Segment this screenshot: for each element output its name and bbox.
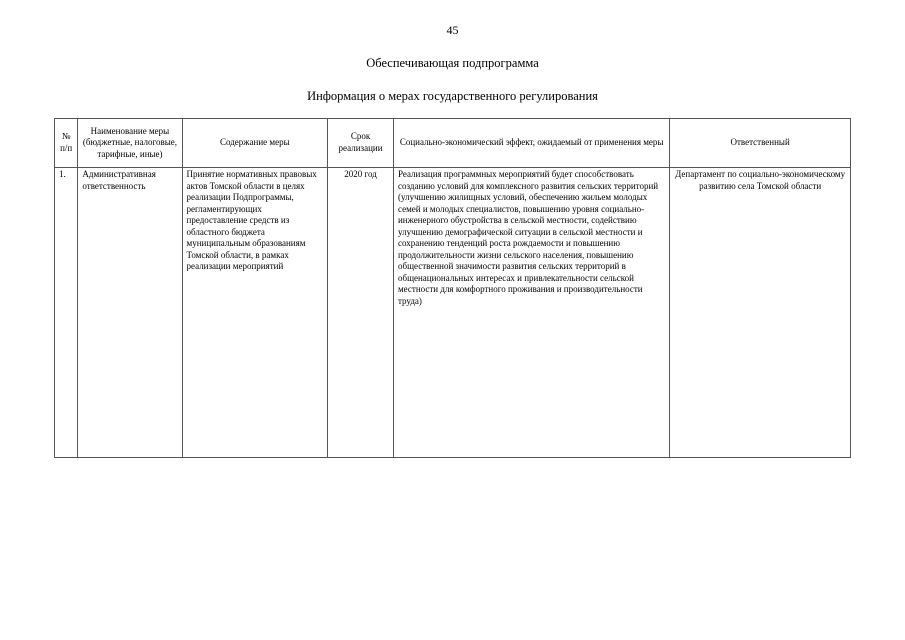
header-measure-name: Наименование меры (бюджетные, налоговые, тарифные, иные) — [78, 119, 182, 168]
table-header-row — [55, 119, 851, 168]
cell-responsible: Департамент по социально-экономическому развитию села Томской области — [670, 168, 851, 458]
cell-num: 1. — [55, 168, 78, 458]
table-row — [55, 168, 851, 458]
page-number: 45 — [446, 23, 459, 37]
header-num: № п/п — [55, 119, 78, 168]
cell-term: 2020 год — [328, 168, 394, 458]
subprogram-title: Обеспечивающая подпрограмма — [366, 56, 539, 70]
measures-table — [54, 118, 851, 458]
header-term: Срок реализации — [328, 119, 394, 168]
table-title: Информация о мерах государственного регулирования — [307, 89, 598, 103]
header-effect: Социально-экономический эффект, ожидаемый от применения меры — [393, 119, 669, 168]
header-content: Содержание меры — [182, 119, 328, 168]
cell-measure-name: Административная ответственность — [78, 168, 182, 458]
header-responsible: Ответственный — [670, 119, 851, 168]
cell-effect: Реализация программных мероприятий будет способствовать созданию условий для комплексного развития сельских территорий (улучшению жилищных условий, обеспечению жильем молодых семей и молодых специалистов, повышению уровня социально-инженерного обустройства в сельской местности, содействию улучшению демографической ситуации в сельской местности и сохранению тенденций роста рождаемости и повышению продолжительности жизни сельского населения, повышению общественной значимости развития сельских территорий в общенациональных интересах и привлекательности сельской местности для комфортного проживания и производительности труда) — [393, 168, 669, 458]
cell-content: Принятие нормативных правовых актов Томской области в целях реализации Подпрограммы, регламентирующих предоставление средств из областного бюджета муниципальным образованиям Томской области, в рамках реализации мероприятий — [182, 168, 328, 458]
